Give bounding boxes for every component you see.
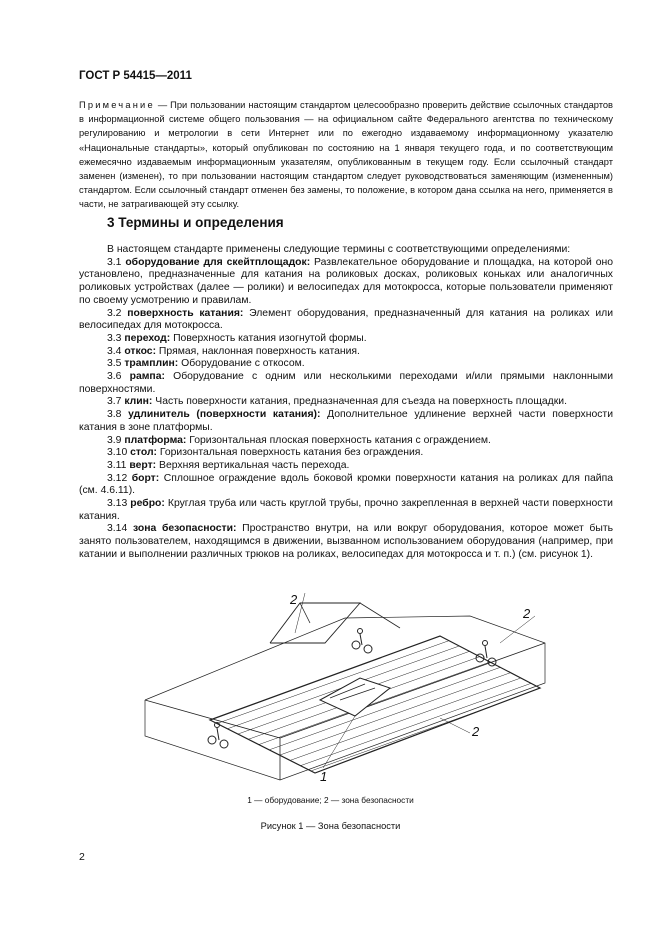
callout-zone-top-left: 2	[290, 592, 298, 607]
term-definition: Горизонтальная плоская поверхность катания с ограждением.	[186, 434, 491, 446]
reference-note	[79, 98, 613, 212]
term-name: откос:	[124, 345, 157, 357]
term-definition: Сплошное ограждение вдоль боковой кромки поверхности катания на роликах для пайпа (см. 4.6.11).	[79, 472, 613, 497]
term-name: зона безопасности:	[132, 523, 237, 535]
intro-paragraph: В настоящем стандарте применены следующие термины с соответствующими определениями:	[107, 244, 571, 255]
term-entry	[79, 371, 613, 396]
note-lead: Примечание	[79, 100, 155, 110]
term-definition: Часть поверхности катания, предназначенная для съезда на поверхность площадки.	[152, 396, 567, 408]
term-number: 3.13	[107, 498, 128, 510]
term-definition: Элемент оборудования, предназначенный для катания на роликах или велосипедах для мотокросса.	[79, 307, 614, 332]
callout-zone-top-right: 2	[523, 606, 531, 621]
callout-equipment: 1	[320, 769, 328, 784]
page-number: 2	[79, 851, 85, 863]
term-number: 3.1	[107, 256, 122, 268]
term-name: верт:	[129, 459, 157, 471]
section-title: 3 Термины и определения	[107, 215, 284, 230]
term-entry	[79, 435, 613, 448]
term-definition: Дополнительное удлинение верхней части поверхности катания в зоне платформы.	[79, 409, 613, 433]
term-number: 3.7	[107, 396, 122, 408]
term-entry	[79, 498, 613, 523]
term-definition: Круглая труба или часть круглой трубы, прочно закрепленная в верхней части поверхности катания.	[79, 498, 613, 522]
term-entry	[79, 308, 613, 333]
term-number: 3.6	[107, 371, 122, 383]
raised-ramp	[270, 603, 360, 643]
equipment-floor	[210, 636, 540, 773]
term-name: борт:	[131, 472, 160, 484]
term-definition: Оборудование с откосом.	[178, 358, 305, 370]
term-entry	[79, 460, 613, 473]
term-name: поверхность катания:	[127, 307, 244, 319]
term-number: 3.3	[107, 332, 122, 344]
terms-body	[79, 244, 613, 562]
term-entry	[79, 257, 613, 308]
rider-icon	[208, 723, 228, 749]
term-definition: Верхняя вертикальная часть перехода.	[156, 459, 350, 471]
rider-icon	[476, 641, 496, 667]
term-name: трамплин:	[124, 358, 179, 370]
term-number: 3.11	[107, 459, 127, 471]
term-number: 3.2	[107, 307, 122, 319]
callout-zone-bottom: 2	[472, 724, 480, 739]
term-name: удлинитель (поверхности катания):	[128, 409, 321, 421]
term-number: 3.12	[107, 472, 128, 484]
terms-list	[79, 257, 613, 562]
rider-icon	[352, 629, 372, 654]
term-entry	[79, 523, 613, 561]
term-definition: Прямая, наклонная поверхность катания.	[156, 345, 360, 357]
term-entry	[79, 346, 613, 359]
term-number: 3.10	[107, 447, 128, 459]
term-entry	[79, 358, 613, 371]
term-entry	[79, 447, 613, 460]
term-name: оборудование для скейтплощадок:	[125, 256, 311, 268]
term-number: 3.8	[107, 409, 122, 421]
term-definition: Горизонтальная поверхность катания без ограждения.	[157, 447, 424, 459]
term-entry	[79, 473, 613, 498]
note-text: — При пользовании настоящим стандартом целесообразно проверить действие ссылочных стандартов в информационной системе общего пользования — на официальном сайте Федерального агентства по техническому регулированию и метрологии в сети Интернет или по ежегодно издаваемому информационному указателю «Национальные стандарты», который опубликован по состоянию на 1 января текущего года, и по соответствующим ежемесячно издаваемым информационным указателям, опубликованным в текущем году. Если ссылочный стандарт заменен (изменен), то при пользовании настоящим стандартом следует руководствоваться заменяющим (измененным) стандартом. Если ссылочный стандарт отменен без замены, то положение, в котором дана ссылка на него, применяется в части, не затрагивающей эту ссылку.	[79, 100, 613, 210]
term-name: ребро:	[130, 498, 165, 510]
term-name: платформа:	[124, 434, 187, 446]
term-definition: Развлекательное оборудование и площадка, на которой оно установлено, предназначенные для катания на роликовых досках, роликовых коньках или аналогичных роликовых устройствах (далее — ролики) и велосипедах для мотокросса, которые пользователи применяют по своему усмотрению и правилам.	[79, 256, 613, 306]
term-definition: Пространство внутри, на или вокруг оборудования, которое может быть занято пользователем, находящимся в движении, вызванном использованием оборудования (например, при катании и выполнении различных трюков на роликах, велосипедах для мотокросса и т. п.) (см. рисунок 1).	[79, 523, 613, 560]
term-number: 3.4	[107, 345, 122, 357]
term-name: клин:	[124, 396, 153, 408]
term-name: стол:	[130, 447, 158, 459]
figure-legend: 1 — оборудование; 2 — зона безопасности	[247, 795, 414, 805]
term-entry	[79, 396, 613, 409]
term-entry	[79, 409, 613, 434]
term-name: рампа:	[129, 371, 165, 383]
term-definition: Поверхность катания изогнутой формы.	[170, 332, 367, 344]
term-number: 3.14	[107, 523, 128, 535]
safety-zone-figure	[140, 588, 560, 788]
document-header: ГОСТ Р 54415—2011	[79, 70, 192, 82]
term-definition: Оборудование с одним или несколькими переходами и/или прямыми наклонными поверхностями.	[79, 371, 613, 395]
term-number: 3.5	[107, 358, 122, 370]
term-name: переход:	[124, 332, 171, 344]
term-number: 3.9	[107, 434, 122, 446]
figure-caption: Рисунок 1 — Зона безопасности	[260, 821, 401, 831]
term-entry	[79, 333, 613, 346]
